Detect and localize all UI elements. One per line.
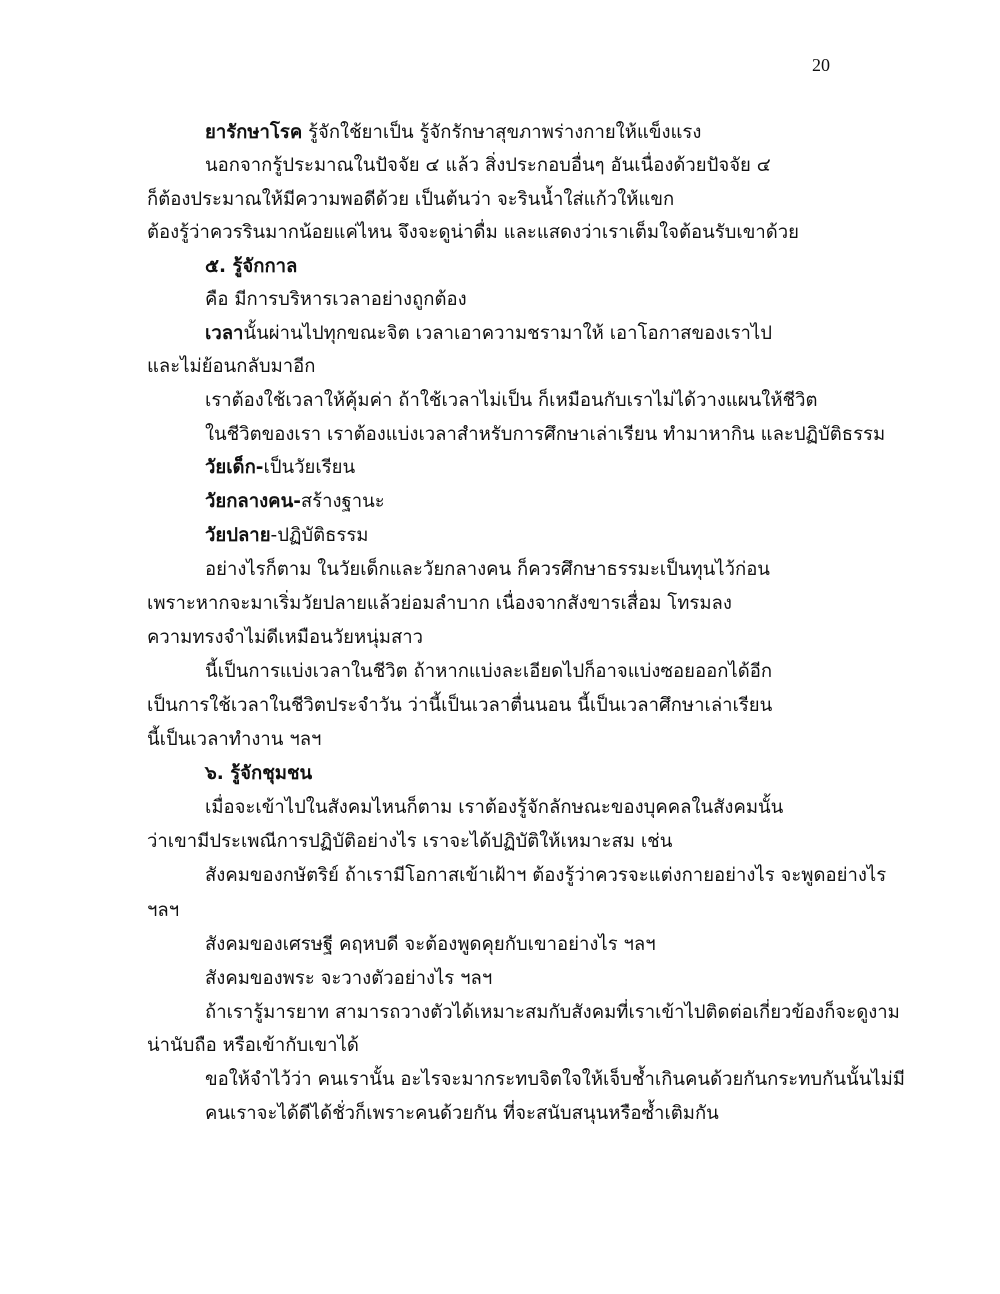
section-heading bbox=[205, 759, 312, 789]
line-text: น่านับถือ หรือเข้ากับเขาได้ bbox=[147, 1035, 359, 1056]
line-text: เมื่อจะเข้าไปในสังคมไหนก็ตาม เราต้องรู้จักลักษณะของบุคคลในสังคมนั้น bbox=[205, 797, 784, 818]
line-text: ก็ต้องประมาณให้มีความพอดีด้วย เป็นต้นว่า จะรินน้ำใส่แก้วให้แขก bbox=[147, 189, 675, 210]
paragraph-line bbox=[147, 827, 672, 857]
line-text: อย่างไรก็ตาม ในวัยเด็กและวัยกลางคน ก็ควรศึกษาธรรมะเป็นทุนไว้ก่อน bbox=[205, 559, 770, 580]
paragraph-line bbox=[205, 930, 656, 960]
line-text: เป็นการใช้เวลาในชีวิตประจำวัน ว่านี้เป็นเวลาตื่นนอน นี้เป็นเวลาศึกษาเล่าเรียน bbox=[147, 695, 773, 716]
paragraph-line bbox=[205, 521, 369, 551]
paragraph-line bbox=[205, 386, 817, 416]
line-text: ในชีวิตของเรา เราต้องแบ่งเวลาสำหรับการศึกษาเล่าเรียน ทำมาหากิน และปฏิบัติธรรม bbox=[205, 424, 886, 445]
paragraph-line bbox=[205, 1099, 719, 1129]
line-text: สังคมของเศรษฐี คฤหบดี จะต้องพูดคุยกับเขาอย่างไร ฯลฯ bbox=[205, 934, 656, 955]
paragraph-line bbox=[147, 352, 315, 382]
line-text: ต้องรู้ว่าควรรินมากน้อยแค่ไหน จึงจะดูน่าดื่ม และแสดงว่าเราเต็มใจต้อนรับเขาด้วย bbox=[147, 222, 799, 243]
paragraph-line bbox=[205, 285, 467, 315]
line-text: นั้นผ่านไปทุกขณะจิต เวลาเอาความชรามาให้ เอาโอกาสของเราไป bbox=[243, 323, 772, 344]
line-text: สร้างฐานะ bbox=[300, 491, 385, 512]
paragraph-line bbox=[147, 589, 732, 619]
bold-term: วัยเด็ก- bbox=[205, 457, 264, 478]
line-text: เราต้องใช้เวลาให้คุ้มค่า ถ้าใช้เวลาไม่เป็น ก็เหมือนกับเราไม่ได้วางแผนให้ชีวิต bbox=[205, 390, 818, 411]
paragraph-line bbox=[205, 420, 885, 450]
paragraph-line bbox=[205, 861, 886, 891]
paragraph-line bbox=[147, 185, 674, 215]
paragraph-line bbox=[205, 964, 492, 994]
paragraph-line bbox=[147, 623, 423, 653]
bold-term: ๖. รู้จักชุมชน bbox=[205, 763, 313, 784]
line-text: ฯลฯ bbox=[147, 900, 180, 921]
bold-term: วัยปลาย bbox=[205, 525, 271, 546]
paragraph-line bbox=[205, 118, 701, 148]
paragraph-line bbox=[205, 998, 900, 1028]
line-text: ความทรงจำไม่ดีเหมือนวัยหนุ่มสาว bbox=[147, 627, 424, 648]
line-text: ถ้าเรารู้มารยาท สามารถวางตัวได้เหมาะสมกับสังคมที่เราเข้าไปติดต่อเกี่ยวข้องก็จะดูงาม bbox=[205, 1002, 900, 1023]
line-text: รู้จักใช้ยาเป็น รู้จักรักษาสุขภาพร่างกายให้แข็งแรง bbox=[302, 122, 702, 143]
paragraph-line bbox=[205, 487, 385, 517]
line-text: คนเราจะได้ดีได้ชั่วก็เพราะคนด้วยกัน ที่จะสนับสนุนหรือซ้ำเติมกัน bbox=[205, 1103, 719, 1124]
paragraph-line bbox=[147, 896, 179, 926]
line-text: ว่าเขามีประเพณีการปฏิบัติอย่างไร เราจะได้ปฏิบัติให้เหมาะสม เช่น bbox=[147, 831, 673, 852]
line-text: เพราะหากจะมาเริ่มวัยปลายแล้วย่อมลำบาก เนื่องจากสังขารเสื่อม โทรมลง bbox=[147, 593, 732, 614]
line-text: นอกจากรู้ประมาณในปัจจัย ๔ แล้ว สิ่งประกอบอื่นๆ อันเนื่องด้วยปัจจัย ๔ bbox=[205, 155, 771, 176]
page-number: 20 bbox=[812, 55, 830, 75]
line-text: และไม่ย้อนกลับมาอีก bbox=[147, 356, 316, 377]
paragraph-line bbox=[147, 1031, 359, 1061]
paragraph-line bbox=[205, 319, 772, 349]
line-text: นี้เป็นการแบ่งเวลาในชีวิต ถ้าหากแบ่งละเอียดไปก็อาจแบ่งซอยออกได้อีก bbox=[205, 661, 773, 682]
paragraph-line bbox=[205, 555, 770, 585]
bold-term: วัยกลางคน- bbox=[205, 491, 301, 512]
paragraph-line bbox=[205, 453, 355, 483]
line-text: -ปฏิบัติธรรม bbox=[270, 525, 369, 546]
paragraph-line bbox=[147, 691, 772, 721]
line-text: สังคมของกษัตริย์ ถ้าเรามีโอกาสเข้าเฝ้าฯ ต้องรู้ว่าควรจะแต่งกายอย่างไร จะพูดอย่างไร bbox=[205, 865, 887, 886]
bold-term: ยารักษาโรค bbox=[205, 122, 303, 143]
line-text: คือ มีการบริหารเวลาอย่างถูกต้อง bbox=[205, 289, 467, 310]
paragraph-line bbox=[205, 1065, 905, 1095]
paragraph-line bbox=[147, 218, 799, 248]
paragraph-line bbox=[205, 657, 772, 687]
line-text: ขอให้จำไว้ว่า คนเรานั้น อะไรจะมากระทบจิตใจให้เจ็บช้ำเกินคนด้วยกันกระทบกันนั้นไม่มี bbox=[205, 1069, 906, 1090]
paragraph-line bbox=[205, 793, 783, 823]
paragraph-line bbox=[147, 725, 321, 755]
bold-term: เวลา bbox=[205, 323, 244, 344]
line-text: สังคมของพระ จะวางตัวอย่างไร ฯลฯ bbox=[205, 968, 493, 989]
line-text: นี้เป็นเวลาทำงาน ฯลฯ bbox=[147, 729, 322, 750]
paragraph-line bbox=[205, 151, 771, 181]
section-heading bbox=[205, 252, 297, 282]
bold-term: ๕. รู้จักกาล bbox=[205, 256, 298, 277]
line-text: เป็นวัยเรียน bbox=[263, 457, 356, 478]
